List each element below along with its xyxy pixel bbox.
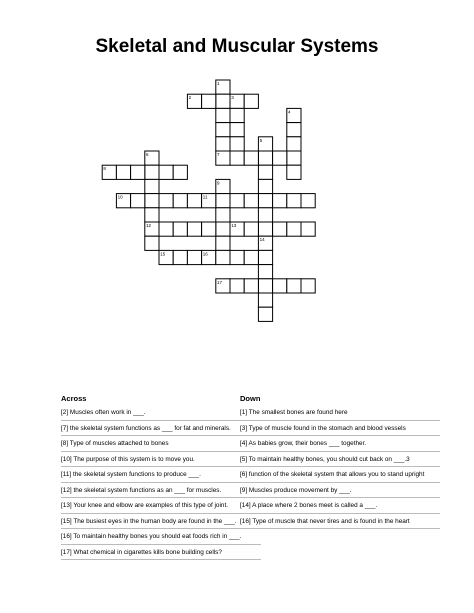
clue-number: [1]: [240, 409, 248, 416]
grid-cell[interactable]: [258, 265, 272, 279]
down-clue: [240, 500, 440, 514]
grid-cell[interactable]: [187, 250, 201, 264]
clue-text: The busiest eyes in the human body are found in the ___.: [73, 517, 237, 525]
grid-cell[interactable]: [187, 222, 201, 236]
page-title: Skeletal and Muscular Systems: [95, 36, 379, 57]
grid-cell[interactable]: [187, 194, 201, 208]
grid-cell[interactable]: [287, 194, 301, 208]
clue-number: [6]: [240, 471, 248, 478]
grid-cell[interactable]: [287, 279, 301, 293]
grid-cell[interactable]: [145, 236, 159, 250]
grid-cell[interactable]: [258, 307, 272, 321]
across-clue: [61, 531, 261, 545]
cell-number: 10: [117, 194, 123, 200]
grid-cell[interactable]: [173, 165, 187, 179]
clue-text: Type of muscle that never tires and is found in the heart: [252, 517, 410, 525]
grid-cell[interactable]: [258, 250, 272, 264]
grid-cell[interactable]: [273, 279, 287, 293]
across-clue: [61, 423, 261, 437]
grid-cell[interactable]: [216, 123, 230, 137]
grid-cell[interactable]: [159, 222, 173, 236]
down-clue: [240, 423, 440, 437]
clue-number: [16]: [61, 533, 72, 540]
grid-cell[interactable]: [258, 208, 272, 222]
clue-number: [9]: [240, 486, 248, 494]
grid-cell[interactable]: [244, 151, 258, 165]
grid-cell[interactable]: [273, 151, 287, 165]
grid-cell[interactable]: [216, 194, 230, 208]
across-clue: [61, 454, 261, 468]
grid-cell[interactable]: [287, 137, 301, 151]
down-clue-list: [240, 407, 440, 529]
clue-text: To maintain healthy bones you should eat foods rich in ___.: [73, 533, 242, 540]
grid-cell[interactable]: [216, 250, 230, 264]
cell-number: 1: [217, 81, 220, 86]
grid-cell[interactable]: [273, 194, 287, 208]
across-clues: [61, 394, 261, 562]
clue-text: function of the skeletal system that allows you to stand upright: [248, 471, 425, 478]
clue-text: Muscles often work in ___.: [69, 409, 146, 416]
cell-number: 3: [231, 95, 234, 101]
down-clue: [240, 516, 440, 530]
down-clue: [240, 438, 440, 452]
across-clue: [61, 516, 261, 530]
cell-number: 7: [217, 152, 220, 157]
clue-number: [12]: [61, 486, 72, 494]
grid-cell[interactable]: [301, 222, 315, 236]
grid-cell[interactable]: [159, 165, 173, 179]
across-clue-list: [61, 407, 261, 560]
clue-number: [15]: [61, 517, 72, 525]
grid-cell[interactable]: [216, 222, 230, 236]
down-clue: [240, 454, 440, 468]
clue-text: the skeletal system functions to produce ___.: [72, 471, 201, 478]
grid-cell[interactable]: [244, 222, 258, 236]
grid-cell[interactable]: [230, 123, 244, 137]
grid-cell[interactable]: [258, 179, 272, 193]
grid-cell[interactable]: [116, 165, 130, 179]
grid-cell[interactable]: [230, 137, 244, 151]
clue-text: A place where 2 bones meet is called a ___.: [252, 502, 378, 509]
grid-cell[interactable]: [216, 137, 230, 151]
across-clue: [61, 469, 261, 483]
down-clue: [240, 407, 440, 421]
grid-cell[interactable]: [301, 279, 315, 293]
clue-number: [7]: [61, 424, 69, 432]
clue-number: [8]: [61, 440, 69, 447]
grid-cell[interactable]: [287, 222, 301, 236]
cell-number: 2: [188, 95, 192, 101]
grid-cell[interactable]: [145, 194, 159, 208]
clue-text: Muscles produce movement by ___.: [248, 486, 352, 494]
clue-text: What chemical in cigarettes kills bone building cells?: [73, 548, 222, 556]
cell-number: 5: [259, 137, 263, 143]
cell-number: 6: [146, 152, 149, 157]
clue-number: [14]: [240, 502, 251, 509]
grid-cell[interactable]: [258, 222, 272, 236]
grid-cell[interactable]: [258, 165, 272, 179]
clue-number: [17]: [61, 548, 72, 556]
grid-cell[interactable]: [216, 94, 230, 108]
across-clue: [61, 547, 261, 561]
grid-cell[interactable]: [173, 194, 187, 208]
grid-cell[interactable]: [258, 293, 272, 307]
grid-cell[interactable]: [230, 279, 244, 293]
clue-number: [11]: [61, 471, 72, 478]
grid-cell[interactable]: [258, 151, 272, 165]
grid-cell[interactable]: [216, 208, 230, 222]
grid-cell[interactable]: [131, 165, 145, 179]
clue-text: the skeletal system functions as an ___ for muscles.: [73, 486, 222, 494]
grid-cell[interactable]: [287, 165, 301, 179]
across-heading: Across: [61, 394, 87, 403]
cell-number: 17: [217, 279, 223, 285]
cell-number: 16: [202, 251, 208, 257]
clue-number: [5]: [240, 455, 248, 463]
cell-number: 11: [202, 194, 208, 200]
grid-cell[interactable]: [202, 222, 216, 236]
clue-text: The smallest bones are found here: [248, 409, 348, 416]
clue-text: To maintain healthy bones, you should cut back on ___.3: [248, 455, 410, 463]
grid-cell[interactable]: [287, 151, 301, 165]
grid-cell[interactable]: [230, 151, 244, 165]
across-clue: [61, 485, 261, 499]
clue-text: As babies grow, their bones ___ together.: [248, 440, 367, 447]
down-clues: [240, 394, 440, 531]
grid-cell[interactable]: [230, 194, 244, 208]
cell-number: 13: [231, 223, 237, 228]
grid-cell[interactable]: [258, 194, 272, 208]
grid-cell[interactable]: [244, 279, 258, 293]
grid-cell[interactable]: [216, 108, 230, 122]
grid-cell[interactable]: [159, 194, 173, 208]
grid-cell[interactable]: [145, 165, 159, 179]
down-heading: Down: [240, 394, 261, 403]
grid-cell[interactable]: [230, 108, 244, 122]
across-clue: [61, 407, 261, 421]
clue-text: the skeletal system functions as ___ for fat and minerals.: [69, 424, 231, 432]
grid-cell[interactable]: [230, 250, 244, 264]
down-clue: [240, 485, 440, 499]
grid-cell[interactable]: [244, 250, 258, 264]
cell-number: 9: [217, 180, 220, 186]
grid-cell[interactable]: [145, 208, 159, 222]
clue-text: Type of muscles attached to bones: [69, 440, 169, 447]
grid-cell[interactable]: [273, 222, 287, 236]
grid-cell[interactable]: [287, 123, 301, 137]
grid-cell[interactable]: [173, 250, 187, 264]
grid-cell[interactable]: [131, 194, 145, 208]
clue-number: [16]: [240, 517, 251, 525]
cell-number: 15: [160, 251, 166, 257]
clue-text: Your knee and elbow are examples of this type of joint.: [73, 502, 228, 509]
cell-number: 8: [103, 166, 106, 172]
grid-cell[interactable]: [173, 222, 187, 236]
across-clue: [61, 500, 261, 514]
grid-cell[interactable]: [216, 236, 230, 250]
grid-cell[interactable]: [258, 279, 272, 293]
grid-cell[interactable]: [145, 179, 159, 193]
cell-number: 12: [146, 223, 152, 228]
clue-number: [13]: [61, 502, 72, 509]
grid-cell[interactable]: [301, 194, 315, 208]
clue-text: The purpose of this system is to move you.: [73, 455, 195, 463]
cell-number: 4: [288, 109, 291, 115]
clue-number: [3]: [240, 424, 248, 432]
clue-number: [2]: [61, 409, 69, 416]
across-clue: [61, 438, 261, 452]
grid-cell[interactable]: [244, 94, 258, 108]
down-clue: [240, 469, 440, 483]
clue-number: [10]: [61, 455, 72, 463]
grid-cell[interactable]: [202, 94, 216, 108]
grid-cell[interactable]: [244, 194, 258, 208]
clue-text: Type of muscle found in the stomach and blood vessels: [248, 424, 406, 432]
clue-number: [4]: [240, 440, 248, 447]
cell-number: 14: [259, 237, 265, 243]
